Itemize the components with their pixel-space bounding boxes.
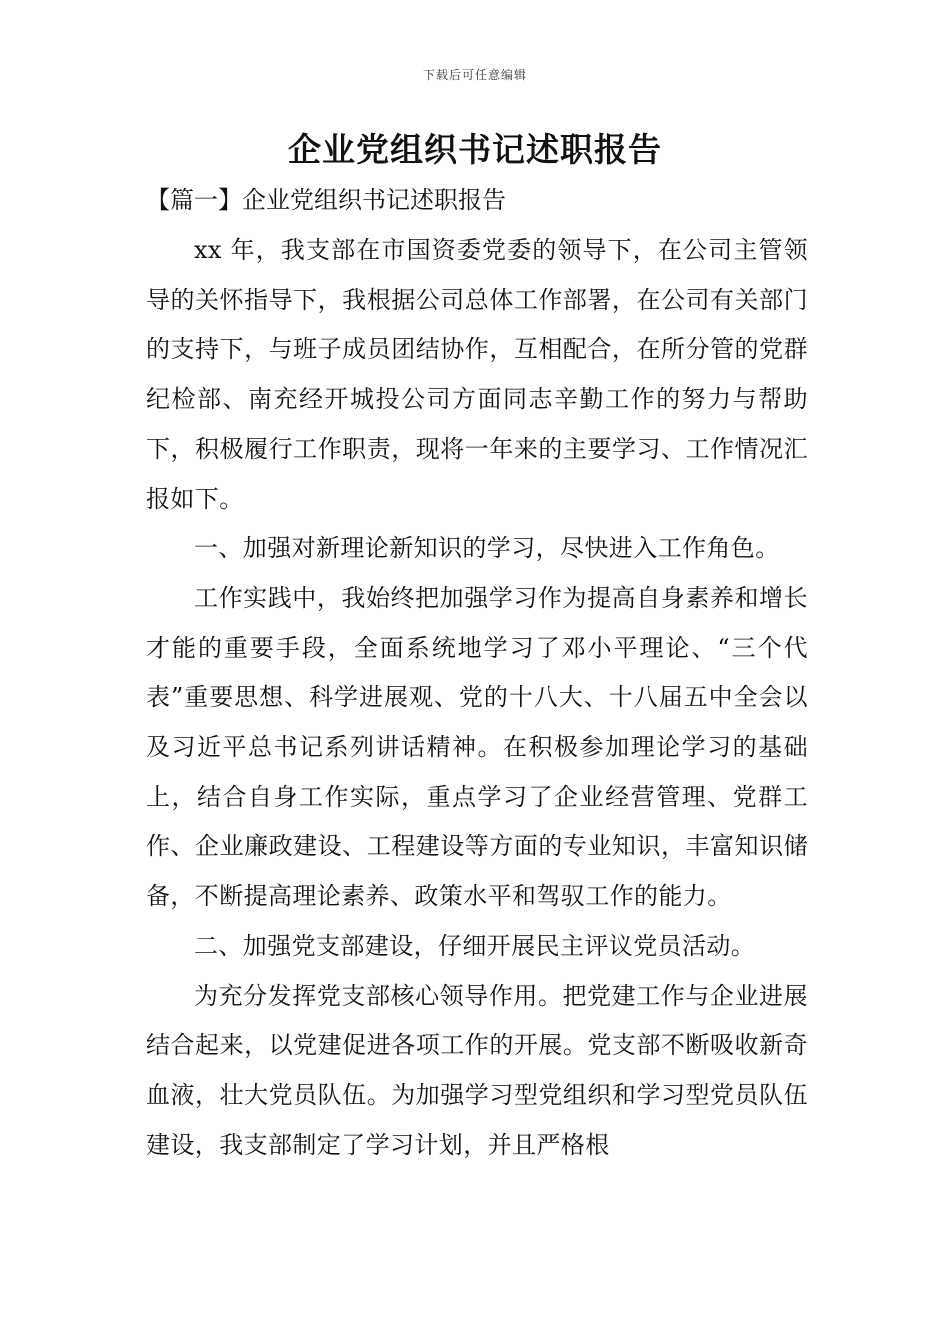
section-heading-1: 一、加强对新理论新知识的学习，尽快进入工作角色。 <box>194 534 780 563</box>
section-heading-2: 二、加强党支部建设，仔细开展民主评议党员活动。 <box>194 931 756 960</box>
paragraph-study: 工作实践中，我始终把加强学习作为提高自身素养和增长才能的重要手段，全面系统地学习了邓小平理论、“三个代表”重要思想、科学进展观、党的十八大、十八届五中全会以及习近平总书记系列讲话精神。在积极参加理论学习的基础上，结合自身工作实际，重点学习了企业经营管理、党群工作、企业廉政建设、工程建设等方面的专业知识，丰富知识储备，不断提高理论素养、政策水平和驾驭工作的能力。 <box>146 583 808 911</box>
document-body <box>146 226 808 1170</box>
section-subtitle: 【篇一】企业党组织书记述职报告 <box>146 186 506 214</box>
header-note: 下载后可任意编辑 <box>422 68 527 82</box>
paragraph-intro: xx 年，我支部在市国资委党委的领导下，在公司主管领导的关怀指导下，我根据公司总体工作部署，在公司有关部门的支持下，与班子成员团结协作，互相配合，在所分管的党群纪检部、南充经开城投公司方面同志辛勤工作的努力与帮助下，积极履行工作职责，现将一年来的主要学习、工作情况汇报如下。 <box>146 236 808 513</box>
paragraph-party-building: 为充分发挥党支部核心领导作用。把党建工作与企业进展结合起来，以党建促进各项工作的开展。党支部不断吸收新奇血液，壮大党员队伍。为加强学习型党组织和学习型党员队伍建设，我支部制定了学习计划，并且严格根 <box>146 981 808 1159</box>
document-title: 企业党组织书记述职报告 <box>288 130 662 169</box>
